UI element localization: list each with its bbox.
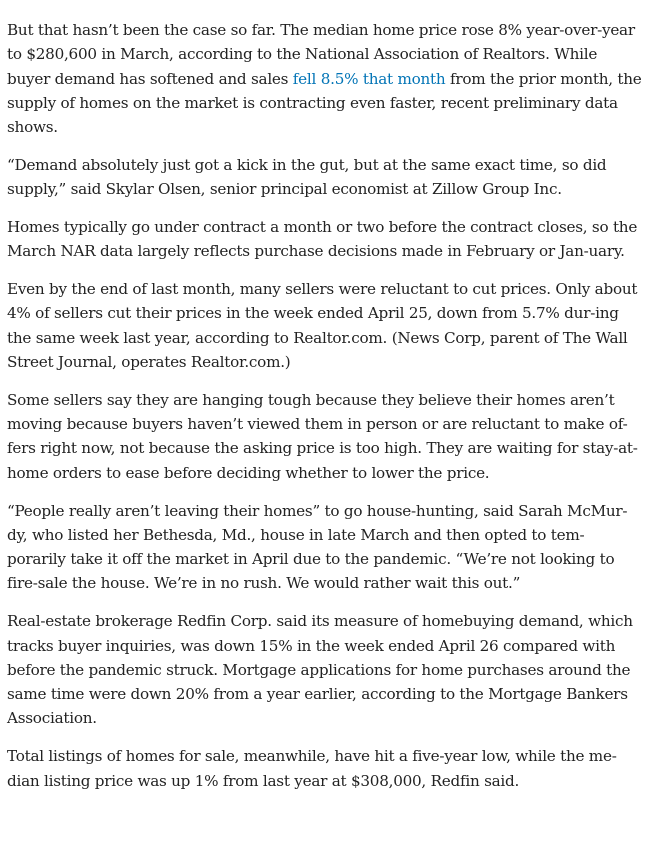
paragraph-7: Real-estate brokerage Redfin Corp. said its measure of homebuying demand, which tracks buyer inquiries, was down 15% in the week ended April 26 compared with before the pandemic struck. Mortgage applications for home purchases around the same time were down 20% from a year earlier, according to the Mortgage Bankers Association.	[7, 612, 633, 728]
article-body	[0, 18, 649, 793]
paragraph-1	[7, 18, 643, 139]
paragraph-6: “People really aren’t leaving their homes” to go house-hunting, said Sarah McMur-dy, who listed her Bethesda, Md., house in late March and then opted to tem-porarily take it off the market in April due to the pandemic. “We’re not looking to fire-sale the house. We’re in no rush. We would rather wait this out.”	[7, 501, 628, 593]
sales-fell-link[interactable]: fell 8.5% that month	[292, 69, 446, 88]
paragraph-1-text-before: But that hasn’t been the case so far. The median home price rose 8% year-over-year to $280,600 in March, according to the National Association of Realtors. While buyer demand has softened and sales	[7, 21, 635, 88]
paragraph-4: Even by the end of last month, many sellers were reluctant to cut prices. Only about 4% of sellers cut their prices in the week ended April 25, down from 5.7% dur-ing the same week last year, according to Realtor.com. (News Corp, parent of The Wall Street Journal, operates Realtor.com.)	[7, 280, 638, 372]
paragraph-3: Homes typically go under contract a month or two before the contract closes, so the March NAR data largely reflects purchase decisions made in February or Jan-uary.	[7, 218, 638, 261]
paragraph-1-text-after: from the prior month, the supply of homes on the market is contracting even faster, recent preliminary data shows.	[7, 69, 642, 137]
paragraph-8: Total listings of homes for sale, meanwhile, have hit a five-year low, while the me-dian listing price was up 1% from last year at $308,000, Redfin said.	[7, 747, 617, 790]
paragraph-5: Some sellers say they are hanging tough because they believe their homes aren’t moving because buyers haven’t viewed them in person or are reluctant to make of-fers right now, not because the asking price is too high. They are waiting for stay-at-home orders to ease before deciding whether to lower the price.	[7, 390, 638, 482]
paragraph-2: “Demand absolutely just got a kick in the gut, but at the same exact time, so did supply,” said Skylar Olsen, senior principal economist at Zillow Group Inc.	[7, 155, 607, 199]
